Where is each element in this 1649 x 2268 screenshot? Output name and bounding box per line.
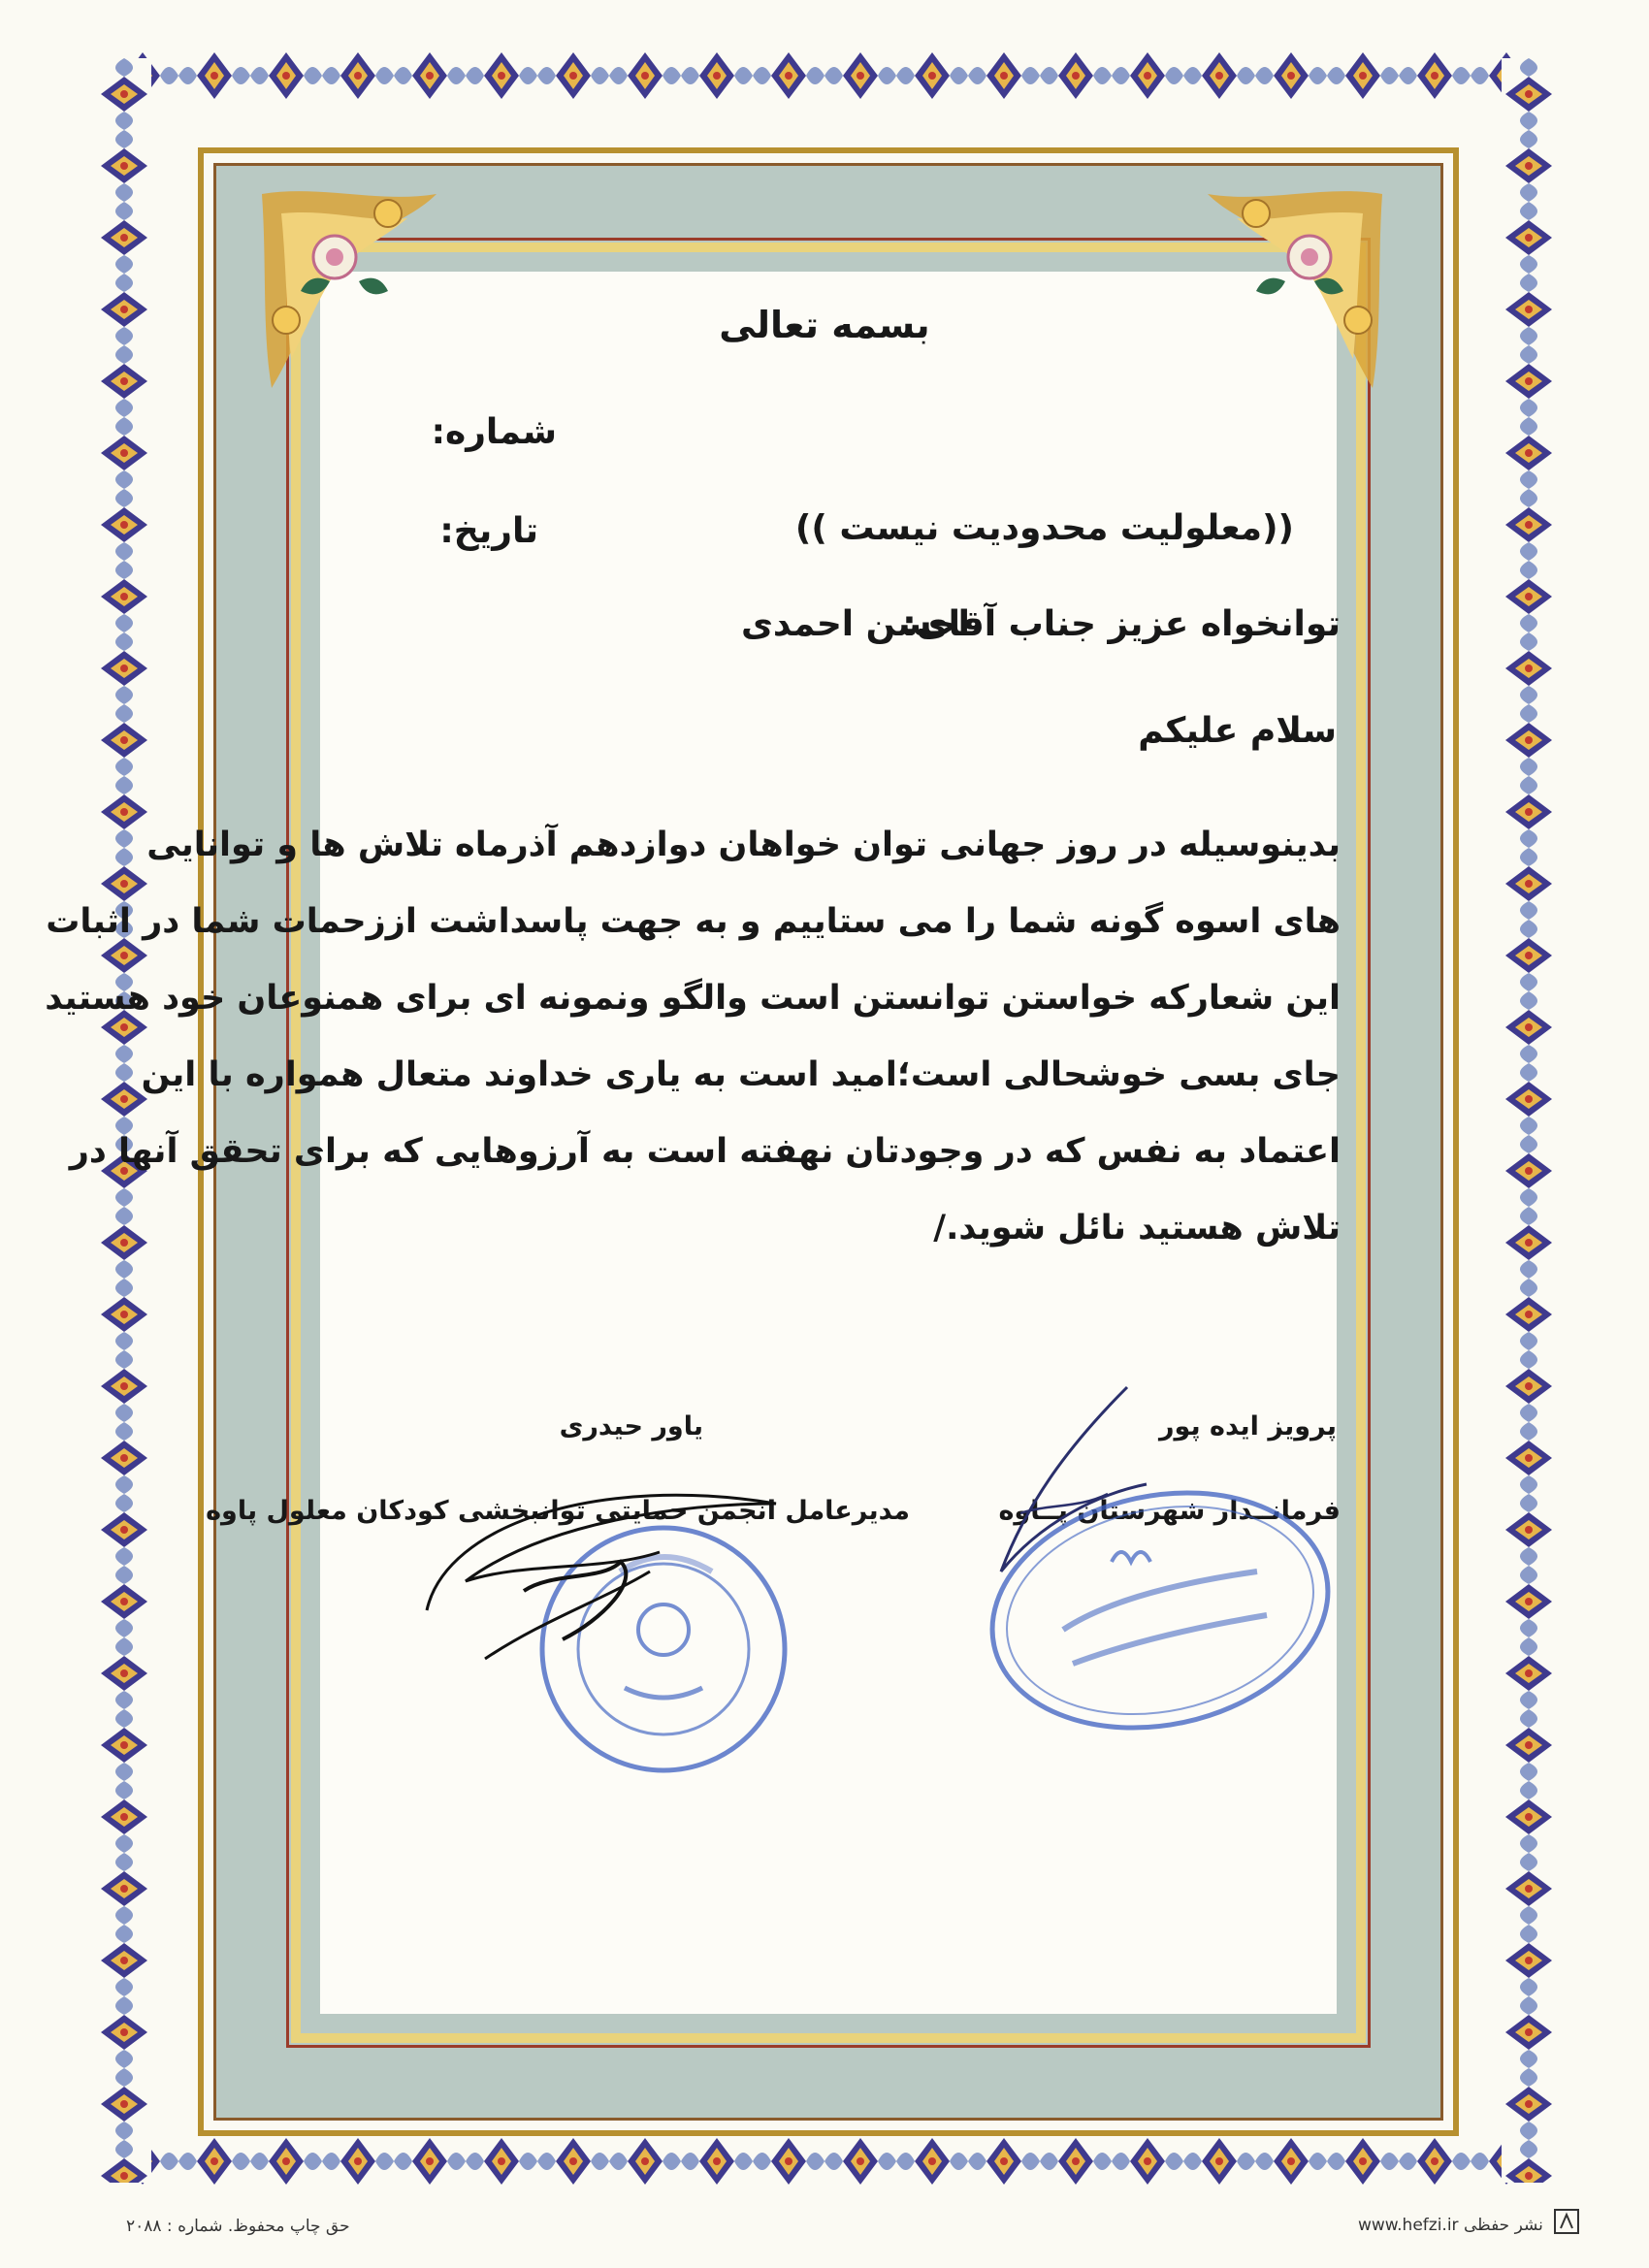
- number-label: شماره:: [431, 412, 557, 452]
- body-line: اعتماد به نفس که در وجودتان نهفته است به آرزوهایی که برای تحقق آنها در: [69, 1132, 1341, 1171]
- footer-publisher: www.hefzi.ir نشر حفظی: [1358, 2216, 1543, 2235]
- signatory-left-title: مدیرعامل انجمن حمایتی توانبخشی کودکان معلول پاوه: [206, 1496, 910, 1526]
- salutation: سلام علیکم: [1138, 711, 1337, 751]
- motto: ((معلولیت محدودیت نیست )): [794, 508, 1294, 548]
- signatory-left-name: یاور حیدری: [559, 1411, 703, 1442]
- floral-corner-ornament-right: [1149, 175, 1402, 427]
- body-line: بدینوسیله در روز جهانی توان خواهان دوازدهم آذرماه تلاش ها و توانایی: [146, 826, 1341, 864]
- body-line: های اسوه گونه شما را می ستاییم و به جهت پاسداشت اززحمات شما در اثبات: [46, 902, 1341, 941]
- body-line: تلاش هستید نائل شوید./: [933, 1209, 1341, 1247]
- heading-basmala: بسمه تعالی: [719, 304, 930, 346]
- body-line: این شعارکه خواستن توانستن است والگو ونمونه ای برای همنوعان خود هستید: [45, 979, 1341, 1018]
- signatory-right-name: پرویز ایده پور: [1159, 1411, 1337, 1442]
- recipient-name: احسن احمدی: [740, 604, 970, 644]
- floral-corner-ornament-left: [242, 175, 495, 427]
- body-line: جای بسی خوشحالی است؛امید است به یاری خداوند متعال همواره با این: [141, 1055, 1341, 1094]
- ornamental-border-bottom: [107, 2134, 1542, 2188]
- signature-right: [962, 1377, 1156, 1591]
- footer-copyright: حق چاپ محفوظ. شماره : ۲۰۸۸: [126, 2217, 350, 2236]
- signatory-right-title: فرمانــدار شهرستان پــاوه: [998, 1496, 1341, 1526]
- ornamental-border-right: [1502, 58, 1556, 2183]
- publisher-logo-icon: [1552, 2207, 1581, 2236]
- ornamental-border-top: [107, 49, 1542, 103]
- date-label: تاریخ:: [439, 511, 538, 551]
- signature-left: [407, 1436, 815, 1688]
- certificate-body: [45, 807, 1341, 1267]
- greeting-prefix: توانخواه عزیز جناب آقای:: [902, 604, 1341, 644]
